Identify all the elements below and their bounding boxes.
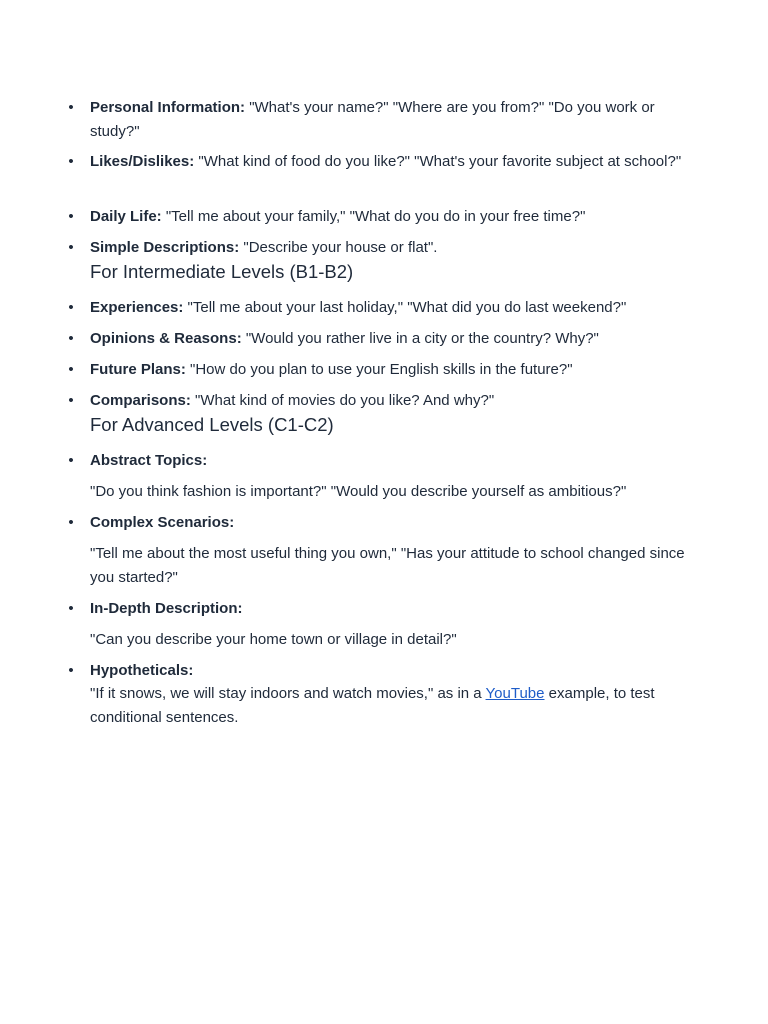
- item-text: "Would you rather live in a city or the country? Why?": [241, 330, 599, 347]
- item-text: "Tell me about your last holiday," "What did you do last weekend?": [183, 299, 627, 316]
- list-item-future-plans: [90, 358, 690, 382]
- item-label: Experiences:: [90, 299, 184, 316]
- bullet-icon: [64, 659, 78, 683]
- bullet-icon: [64, 511, 78, 535]
- item-text: "How do you plan to use your English skills in the future?": [185, 361, 573, 378]
- item-text: "What kind of food do you like?" "What's your favorite subject at school?": [194, 153, 682, 170]
- item-text: "What kind of movies do you like? And why?": [190, 392, 495, 409]
- bullet-icon: [64, 236, 78, 260]
- detail-text: example, to test conditional sentences.: [90, 685, 655, 726]
- bullet-icon: [64, 597, 78, 621]
- item-detail-complex-scenarios: "Tell me about the most useful thing you own," "Has your attitude to school changed since you started?": [90, 545, 685, 586]
- item-label: Daily Life:: [90, 208, 162, 225]
- item-label: In-Depth Description:: [90, 600, 243, 617]
- item-detail-in-depth-description: "Can you describe your home town or village in detail?": [90, 631, 457, 648]
- bullet-icon: [64, 449, 78, 473]
- list-item-complex-scenarios: [90, 511, 690, 535]
- list-item-opinions-reasons: [90, 327, 690, 351]
- list-item-daily-life: [90, 205, 690, 229]
- bullet-icon: [64, 296, 78, 320]
- list-item-personal-information: [90, 96, 690, 143]
- bullet-icon: [64, 327, 78, 351]
- item-detail-hypotheticals: [90, 682, 690, 729]
- detail-text: "If it snows, we will stay indoors and watch movies," as in a: [90, 685, 486, 702]
- item-label: Abstract Topics:: [90, 452, 208, 469]
- item-label: Likes/Dislikes:: [90, 153, 195, 170]
- list-item-hypotheticals: [90, 659, 690, 683]
- bullet-icon: [64, 205, 78, 229]
- item-label: Hypotheticals:: [90, 662, 194, 679]
- item-label: Simple Descriptions:: [90, 239, 240, 256]
- list-item-simple-descriptions: [90, 236, 690, 260]
- youtube-link[interactable]: YouTube: [485, 685, 545, 702]
- bullet-icon: [64, 358, 78, 382]
- item-label: Opinions & Reasons:: [90, 330, 242, 347]
- heading-advanced: For Advanced Levels (C1-C2): [90, 414, 334, 435]
- item-label: Personal Information:: [90, 99, 246, 116]
- item-text: "Describe your house or flat".: [239, 239, 438, 256]
- item-detail-abstract-topics: "Do you think fashion is important?" "Would you describe yourself as ambitious?": [90, 483, 627, 500]
- list-item-comparisons: [90, 389, 690, 413]
- list-item-experiences: [90, 296, 690, 320]
- list-item-in-depth-description: [90, 597, 690, 621]
- bullet-icon: [64, 96, 78, 120]
- bullet-icon: [64, 389, 78, 413]
- item-text: "Tell me about your family," "What do you do in your free time?": [161, 208, 586, 225]
- item-label: Future Plans:: [90, 361, 186, 378]
- item-label: Complex Scenarios:: [90, 514, 235, 531]
- item-label: Comparisons:: [90, 392, 191, 409]
- heading-intermediate: For Intermediate Levels (B1-B2): [90, 261, 354, 282]
- item-text: "What's your name?" "Where are you from?" "Do you work or study?": [90, 99, 655, 140]
- list-item-likes-dislikes: [90, 150, 690, 174]
- bullet-icon: [64, 150, 78, 174]
- list-item-abstract-topics: [90, 449, 690, 473]
